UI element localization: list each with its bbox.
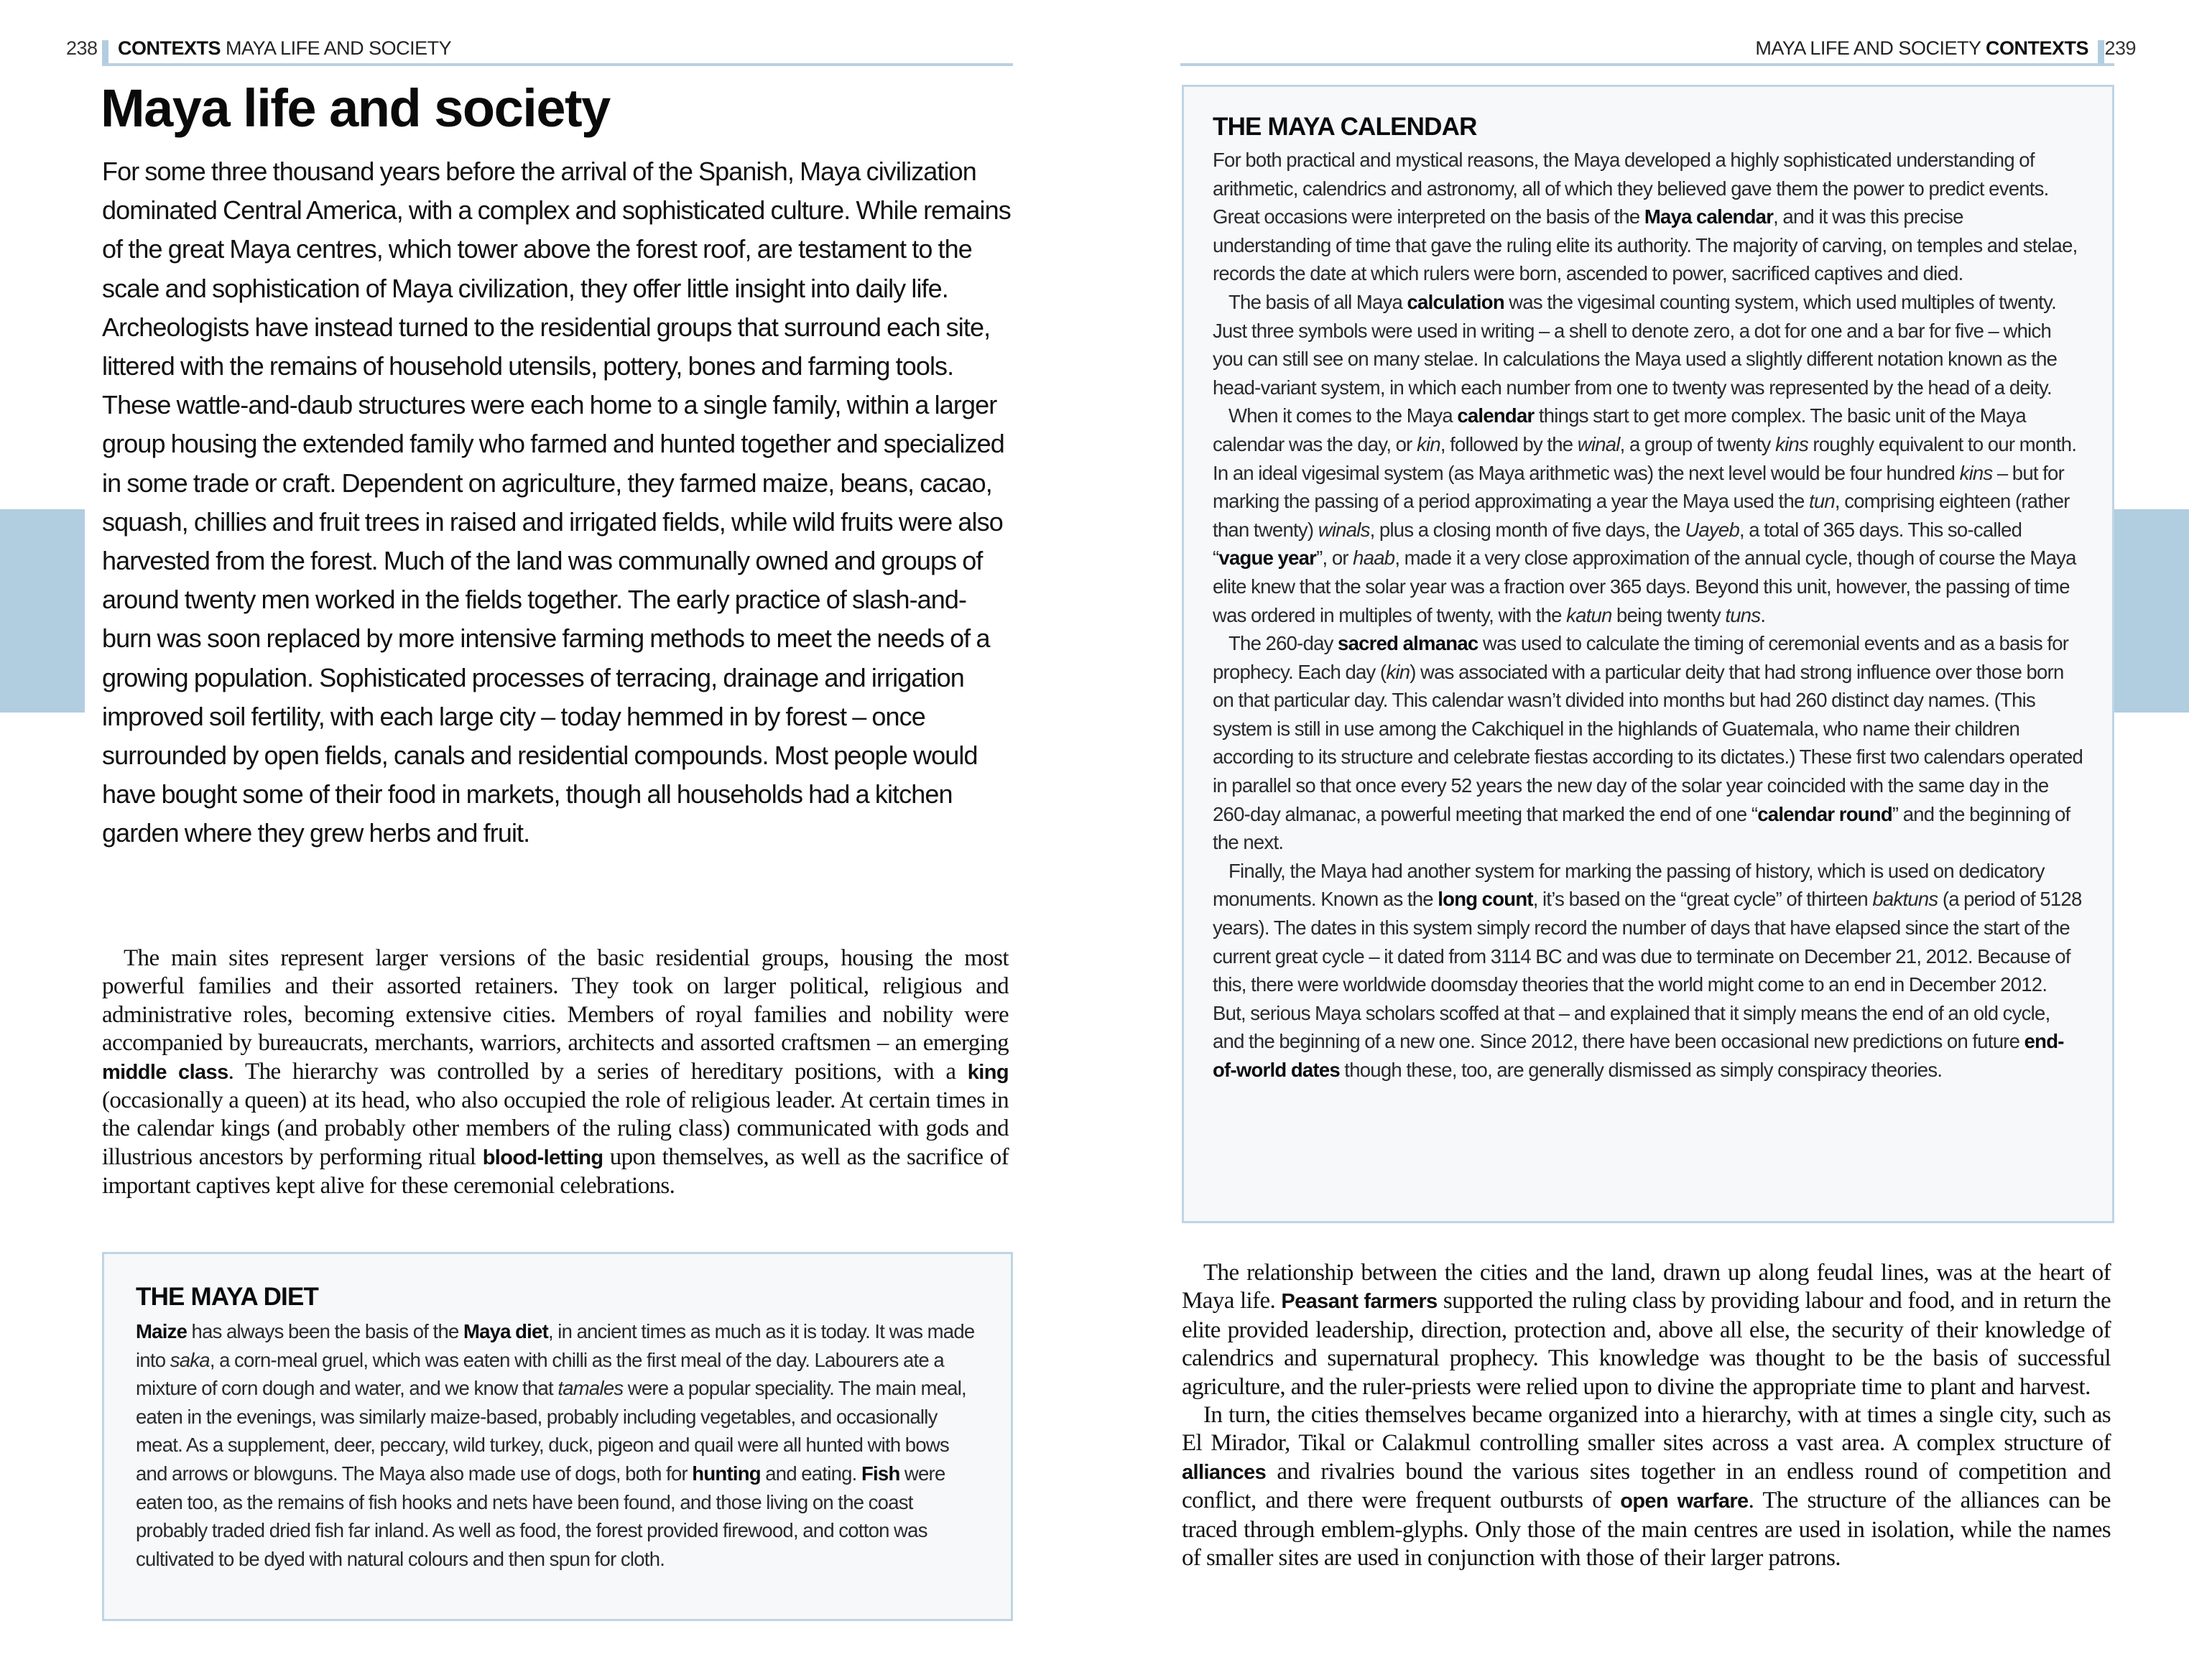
bold-keyword: blood-letting <box>482 1146 603 1169</box>
box-paragraph: For both practical and mystical reasons, the Maya developed a highly sophisticated understanding of arithmetic, calendrics and astronomy, all of which they believed gave them the power to predict events. Great occasions were interpreted on the basis of the Maya calendar, and it was this precise understanding of time that gave the ruling elite its authority. The majority of carving, on temples and stelae, records the date at which rulers were born, ascended to power, sacrificed captives and died. <box>1213 149 2078 285</box>
italic-term: tun <box>1808 490 1835 513</box>
header-accent-bar <box>102 40 108 66</box>
bold-keyword: open warfare <box>1620 1490 1749 1513</box>
bold-keyword: alliances <box>1182 1460 1267 1484</box>
body-paragraph: The relationship between the cities and the land, drawn up along feudal lines, was at the heart of Maya life. Peasant farmers supported the ruling class by providing labour and food, and in return the elite provided leadership, direction, protection and, above all else, the security of their knowledge of calendrics and supernatural prophecy. This knowledge was thought to be the basis of successful agriculture, and the ruler-priests were relied upon to divine the appropriate time to plant and harvest. <box>1182 1260 2111 1400</box>
italic-term: kins <box>1775 432 1808 455</box>
bold-keyword: end-of-world dates <box>1213 1030 2064 1081</box>
left-page <box>0 0 1094 1680</box>
header-section: CONTEXTS <box>118 37 221 59</box>
body-text <box>102 945 1009 1201</box>
bold-keyword: middle class <box>102 1060 228 1084</box>
italic-term: winal <box>1577 432 1620 455</box>
bold-keyword: Peasant farmers <box>1281 1290 1438 1314</box>
running-header-left <box>66 37 1014 66</box>
bold-keyword: king <box>967 1060 1009 1084</box>
bold-keyword: calendar round <box>1757 802 1892 825</box>
page-number: 239 <box>2104 37 2136 59</box>
sidebar-box-maya-calendar <box>1182 85 2114 1223</box>
header-section: CONTEXTS <box>1985 37 2088 59</box>
box-text <box>1213 146 2083 1085</box>
box-paragraph: When it comes to the Maya calendar things start to get more complex. The basic unit of the Maya calendar was the day, or kin, followed by the winal, a group of twenty kins roughly equivalent to our month. In an ideal vigesimal system (as Maya arithmetic was) the next level would be four hundred kins – but for marking the passing of a period approximating a year the Maya used the tun, comprising eighteen (rather than twenty) winals, plus a closing month of five days, the Uayeb, a total of 365 days. This so-called “vague year”, or haab, made it a very close approximation of the annual cycle, though of course the Maya elite knew that the solar year was a fraction over 365 days. Beyond this unit, however, the passing of time was ordered in multiples of twenty, with the katun being twenty tuns. <box>1213 404 2077 626</box>
box-text <box>136 1317 979 1573</box>
bold-keyword: calendar <box>1457 404 1535 427</box>
page-title: Maya life and society <box>101 78 610 138</box>
thumb-tab-marker <box>0 509 85 713</box>
lead-paragraph: For some three thousand years before the arrival of the Spanish, Maya civilization dominated Central America, with a complex and sophisticated culture. While remains of the great Maya centres, which tower above the forest roof, are testament to the scale and sophistication of Maya civilization, they offer little insight into daily life. Archeologists have instead turned to the residential groups that surround each site, littered with the remains of household utensils, pottery, bones and farming tools. These wattle-and-daub structures were each home to a single family, within a larger group housing the extended family who farmed and hunted together and specialized in some trade or craft. Dependent on agriculture, they farmed maize, beans, cacao, squash, chillies and fruit trees in raised and irrigated fields, while wild fruits were also harvested from the forest. Much of the land was communally owned and groups of around twenty men worked in the fields together. The early practice of slash-and-burn was soon replaced by more intensive farming methods to meet the needs of a growing population. Sophisticated processes of terracing, drainage and irrigation improved soil fertility, with each large city – today hemmed in by forest – once surrounded by open fields, canals and residential compounds. Most people would have bought some of their food in markets, though all households had a kitchen garden where they grew herbs and fruit. <box>102 157 1011 848</box>
bold-keyword: Maize <box>136 1320 188 1342</box>
bold-keyword: Fish <box>861 1462 900 1485</box>
page-number: 238 <box>66 37 98 59</box>
header-label <box>118 37 451 60</box>
italic-term: tamales <box>557 1377 624 1400</box>
italic-term: haab <box>1353 547 1395 570</box>
header-rule <box>102 63 1013 66</box>
italic-term: kins <box>1959 461 1993 484</box>
bold-keyword: Maya calendar <box>1644 205 1774 228</box>
italic-term: kin <box>1416 432 1440 455</box>
header-label <box>1755 37 2088 60</box>
italic-term: katun <box>1566 603 1612 626</box>
box-heading: THE MAYA DIET <box>136 1283 319 1311</box>
box-paragraph: The 260-day sacred almanac was used to calculate the timing of ceremonial events and as a basis for prophecy. Each day (kin) was associated with a particular deity that had strong influence over those born on that particular day. This calendar wasn’t divided into months but had 260 distinct day names. (This system is still in use among the Cakchiquel in the highlands of Guatemala, who name their children according to its structure and celebrate fiestas according to its dictates.) These first two calendars operated in parallel so that once every 52 years the new day of the solar year coincided with the same day in the 260-day almanac, a powerful meeting that marked the end of one “calendar round” and the beginning of the next. <box>1213 632 2083 854</box>
italic-term: kin <box>1386 660 1410 683</box>
bold-keyword: Maya diet <box>463 1320 549 1342</box>
body-paragraph: The main sites represent larger versions of the basic residential groups, housing the most powerful families and their assorted retainers. They took on larger political, religious and administrative roles, becoming extensive cities. Members of royal families and nobility were accompanied by bureaucrats, merchants, warriors, architects and assorted craftsmen – an emerging middle class. The hierarchy was controlled by a series of hereditary positions, with a king (occasionally a queen) at its head, who also occupied the role of religious leader. At certain times in the calendar kings (and probably other members of the ruling class) communicated with gods and illustrious ancestors by performing ritual blood-letting upon themselves, as well as the sacrifice of important captives kept alive for these ceremonial celebrations. <box>102 945 1009 1199</box>
running-header-right <box>1094 37 2150 66</box>
bold-keyword: hunting <box>692 1462 761 1485</box>
italic-term: Uayeb <box>1685 518 1739 541</box>
italic-term: baktuns <box>1872 888 1938 911</box>
body-text <box>1182 1259 2111 1572</box>
bold-keyword: vague year <box>1218 547 1317 570</box>
sidebar-box-maya-diet <box>102 1252 1013 1621</box>
box-paragraph: The basis of all Maya calculation was the vigesimal counting system, which used multiples of twenty. Just three symbols were used in writing – a shell to denote zero, a dot for one and a bar for five – which you can still see on many stelae. In calculations the Maya used a slightly different notation known as the head-variant system, in which each number from one to twenty was represented by the head of a deity. <box>1213 290 2058 399</box>
header-rule <box>1180 63 2114 66</box>
italic-term: winals <box>1318 518 1370 541</box>
italic-term: tuns <box>1725 603 1761 626</box>
right-page <box>1094 0 2189 1680</box>
body-paragraph: In turn, the cities themselves became organized into a hierarchy, with at times a single city, such as El Mirador, Tikal or Calakmul controlling smaller sites across a vast area. A complex structure of alliances and rivalries bound the various sites together in an endless round of competition and conflict, and there were frequent outbursts of open warfare. The structure of the alliances can be traced through emblem-glyphs. Only those of the main centres are used in isolation, while the names of smaller sites are used in conjunction with those of their larger patrons. <box>1182 1402 2111 1572</box>
box-heading: THE MAYA CALENDAR <box>1213 113 1477 141</box>
box-paragraph: Maize has always been the basis of the Maya diet, in ancient times as much as it is today. It was made into saka, a corn-meal gruel, which was eaten with chilli as the first meal of the day. Labourers ate a mixture of corn dough and water, and we know that tamales were a popular speciality. The main meal, eaten in the evenings, was similarly maize-based, probably including vegetables, and occasionally meat. As a supplement, deer, peccary, wild turkey, duck, pigeon and quail were all hunted with bows and arrows or blowguns. The Maya also made use of dogs, both for hunting and eating. Fish were eaten too, as the remains of fish hooks and nets have been found, and those living on the coast probably traded dried fish far inland. As well as food, the forest provided firewood, and cotton was cultivated to be dyed with natural colours and then spun for cloth. <box>136 1320 975 1570</box>
bold-keyword: sacred almanac <box>1338 632 1478 655</box>
italic-term: saka <box>170 1348 210 1371</box>
header-chapter: MAYA LIFE AND SOCIETY <box>1755 37 1981 59</box>
header-chapter: MAYA LIFE AND SOCIETY <box>226 37 452 59</box>
box-paragraph: Finally, the Maya had another system for marking the passing of history, which is used on dedicatory monuments. Known as the long count, it’s based on the “great cycle” of thirteen baktuns (a period of 5128 years). The dates in this system simply record the number of days that have elapsed since the start of the current great cycle – it dated from 3114 BC and was due to terminate on December 21, 2012. Because of this, there were worldwide doomsday theories that the world might come to an end in December 2012. But, serious Maya scholars scoffed at that – and explained that it simply means the end of an old cycle, and the beginning of a new one. Since 2012, there have been occasional new predictions on future end-of-world dates though these, too, are generally dismissed as simply conspiracy theories. <box>1213 859 2082 1081</box>
bold-keyword: long count <box>1438 888 1533 911</box>
bold-keyword: calculation <box>1407 290 1504 313</box>
header-accent-bar <box>2098 40 2104 66</box>
thumb-tab-marker <box>2104 509 2189 713</box>
